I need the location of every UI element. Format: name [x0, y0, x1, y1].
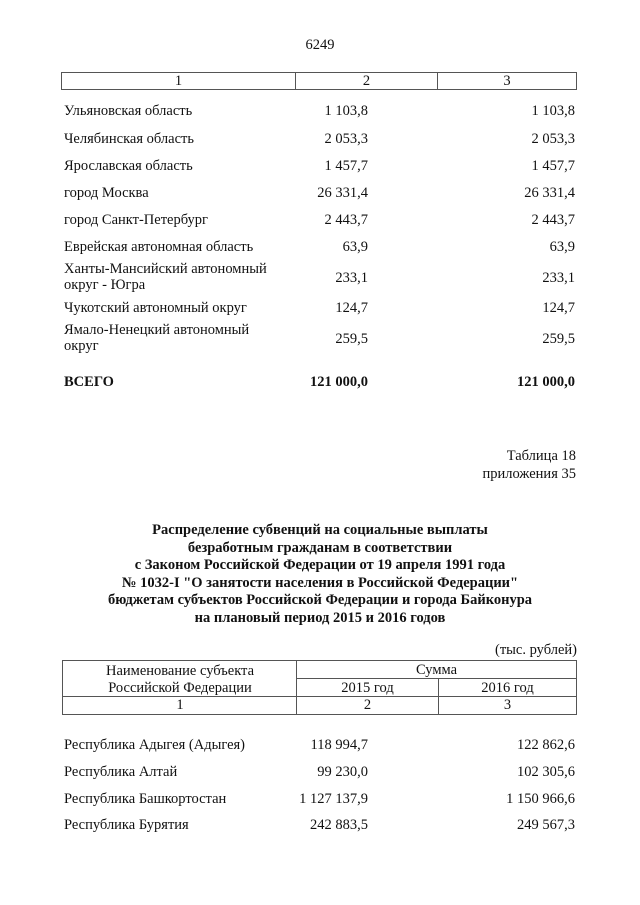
- title-line: бюджетам субъектов Российской Федерации и города Байконура: [107, 592, 533, 608]
- header-name-line1: Наименование субъекта: [105, 663, 255, 679]
- region-name: Республика Бурятия: [64, 817, 189, 833]
- value-2015: 63,9: [342, 239, 368, 255]
- region-name: Ульяновская область: [64, 103, 193, 119]
- title-line: на плановый период 2015 и 2016 годов: [194, 609, 446, 626]
- units-label: (тыс. рублей): [495, 642, 577, 658]
- title-line: Распределение субвенций на социальные выплаты: [152, 522, 488, 538]
- table-reference-number: Таблица 18: [506, 448, 576, 464]
- region-name: город Санкт-Петербург: [64, 212, 209, 228]
- region-name: Республика Башкортостан: [64, 791, 227, 807]
- header-name-line2: Российской Федерации: [108, 680, 252, 696]
- total-2016: 121 000,0: [517, 374, 575, 390]
- value-2016: 124,7: [542, 300, 575, 316]
- value-2016: 249 567,3: [517, 817, 575, 833]
- value-2016: 1 150 966,6: [506, 791, 575, 807]
- column-number-3: 3: [503, 73, 511, 89]
- region-name: Республика Алтай: [64, 764, 178, 780]
- value-2016: 2 443,7: [531, 212, 575, 228]
- region-name: Ярославская область: [64, 158, 193, 174]
- value-2015: 26 331,4: [317, 185, 368, 201]
- title-line: с Законом Российской Федерации от 19 апреля 1991 года: [134, 557, 506, 573]
- region-name-line2: округ: [64, 338, 99, 354]
- value-2015: 1 103,8: [324, 103, 368, 119]
- column-number-2: 2: [362, 73, 371, 89]
- value-2015: 1 457,7: [324, 158, 368, 174]
- value-2016: 1 457,7: [531, 158, 575, 174]
- value-2015: 259,5: [335, 331, 368, 347]
- region-name: город Москва: [64, 185, 149, 201]
- value-2015: 2 053,3: [324, 131, 368, 147]
- table-reference-appendix: приложения 35: [482, 466, 576, 482]
- value-2015: 118 994,7: [310, 737, 368, 753]
- value-2016: 122 862,6: [517, 737, 575, 753]
- value-2016: 63,9: [549, 239, 575, 255]
- value-2016: 26 331,4: [524, 185, 575, 201]
- value-2015: 99 230,0: [317, 764, 368, 780]
- region-name: Республика Адыгея (Адыгея): [64, 737, 246, 753]
- column-number-1: 1: [176, 697, 184, 713]
- value-2015: 1 127 137,9: [299, 791, 368, 807]
- region-name: Чукотский автономный округ: [64, 300, 247, 316]
- region-name-line2: округ - Югра: [64, 277, 146, 293]
- header-divider: [297, 678, 576, 679]
- region-name: Еврейская автономная область: [64, 239, 254, 255]
- value-2016: 1 103,8: [531, 103, 575, 119]
- value-2016: 259,5: [542, 331, 575, 347]
- column-number-1: 1: [174, 73, 183, 89]
- header-year-2015: 2015 год: [341, 680, 394, 696]
- column-number-3: 3: [503, 697, 512, 713]
- header-year-2016: 2016 год: [481, 680, 534, 696]
- region-name: Челябинская область: [64, 131, 194, 147]
- value-2016: 102 305,6: [517, 764, 575, 780]
- value-2015: 242 883,5: [310, 817, 368, 833]
- region-name-line1: Ханты-Мансийский автономный: [64, 261, 267, 277]
- header-sum: Сумма: [415, 662, 458, 678]
- title-line: № 1032-I "О занятости населения в Российской Федерации": [121, 574, 519, 591]
- total-label: ВСЕГО: [64, 374, 114, 390]
- value-2016: 2 053,3: [531, 131, 575, 147]
- region-name-line1: Ямало-Ненецкий автономный: [64, 322, 250, 338]
- value-2015: 2 443,7: [324, 212, 368, 228]
- title-line: безработным гражданам в соответствии: [187, 539, 453, 556]
- column-number-2: 2: [363, 697, 372, 713]
- value-2015: 233,1: [335, 270, 368, 286]
- value-2016: 233,1: [542, 270, 575, 286]
- value-2015: 124,7: [335, 300, 368, 316]
- total-2015: 121 000,0: [310, 374, 368, 390]
- table-header: [62, 660, 577, 715]
- column-number-header: [61, 72, 577, 90]
- page-number: 6249: [305, 37, 335, 53]
